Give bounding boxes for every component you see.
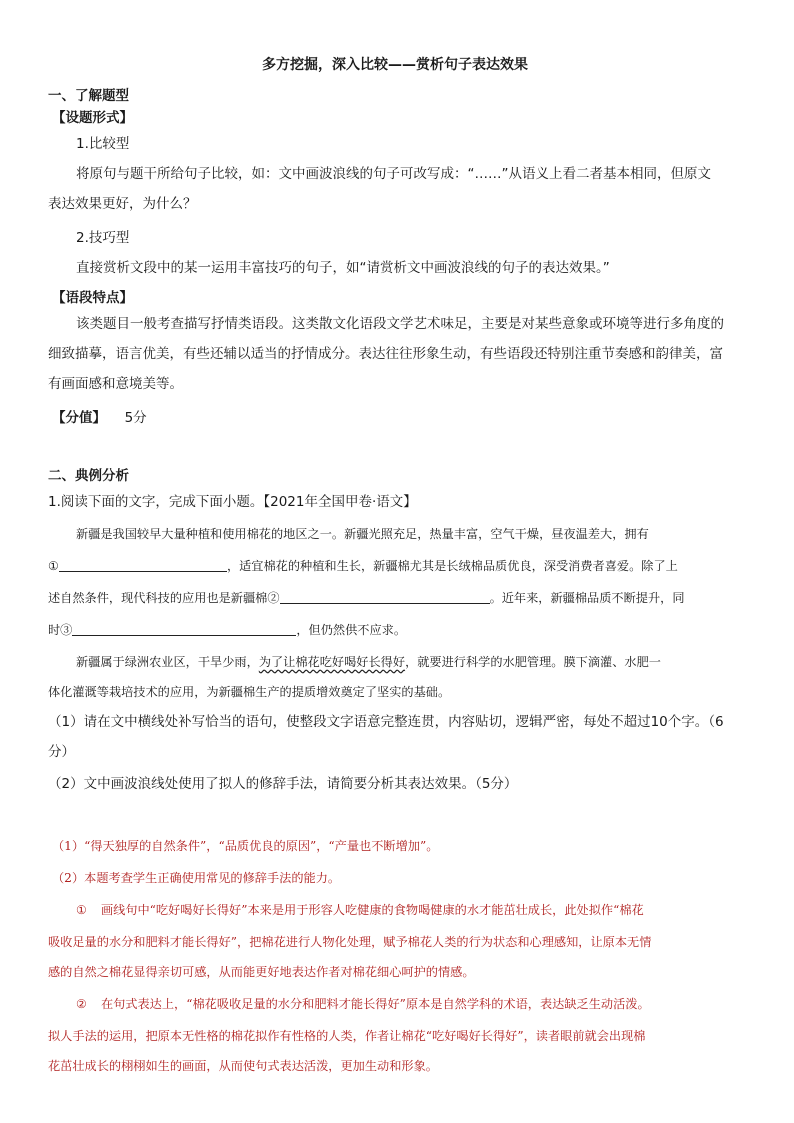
item1-text-line2: 表达效果更好，为什么？ xyxy=(48,196,197,212)
item1-label: 1.比较型 xyxy=(76,136,130,152)
score-line xyxy=(52,408,147,428)
passage-line2-text: ，适宜棉花的种植和生长，新疆棉尤其是长绒棉品质优良，深受消费者喜爱。除了上 xyxy=(226,559,678,573)
answer-blank-2[interactable] xyxy=(280,589,490,604)
passage-line4-text: ，但仍然供不应求。 xyxy=(296,623,407,637)
passage-line3-start: 述自然条件，现代科技的应用也是新疆棉② xyxy=(48,591,280,605)
passage-line4-start: 时③ xyxy=(48,623,73,637)
passage-line3-text: 。近年来，新疆棉品质不断提升，同 xyxy=(489,591,685,605)
subquestion2: （2）文中画波浪线处使用了拟人的修辞手法，请简要分析其表达效果。（5分） xyxy=(48,776,518,792)
passage-line4 xyxy=(48,620,406,640)
form-tag: 【设题形式】 xyxy=(52,110,133,126)
passage2-line2: 体化灌溉等栽培技术的应用，为新疆棉生产的提质增效奠定了坚实的基础。 xyxy=(48,685,451,699)
analysis1-line1-text: 画线句中“吃好喝好长得好”本来是用于形容人吃健康的食物喝健康的水才能茁壮成长，此处拟作“棉花 xyxy=(100,903,644,917)
score-value: 5分 xyxy=(124,410,147,426)
answer-2: （2）本题考查学生正确使用常见的修辞手法的能力。 xyxy=(52,871,341,885)
feature-text-line1: 该类题目一般考查描写抒情类语段。这类散文化语段文学艺术味足，主要是对某些意象或环境等进行多角度的 xyxy=(76,316,724,332)
passage2-line1-a: 新疆属于绿洲农业区，干旱少雨， xyxy=(76,655,259,669)
score-tag: 【分值】 xyxy=(52,410,106,426)
passage-line1: 新疆是我国较早大量种植和使用棉花的地区之一。新疆光照充足，热量丰富，空气干燥，昼夜温差大，拥有 xyxy=(76,527,649,541)
analysis1-marker: ① xyxy=(76,903,87,917)
question-intro: 1.阅读下面的文字，完成下面小题。【2021年全国甲卷·语文】 xyxy=(48,494,417,510)
wavy-underlined-sentence: 为了让棉花吃好喝好长得好 xyxy=(258,655,406,669)
analysis2-line1 xyxy=(76,994,650,1014)
feature-text-line3: 有画面感和意境美等。 xyxy=(48,376,183,392)
subquestion1-line2: 分） xyxy=(48,744,75,760)
item1-text-line1: 将原句与题干所给句子比较，如：文中画波浪线的句子可改写成：“……”从语义上看二者基本相同，但原文 xyxy=(76,166,711,182)
feature-tag: 【语段特点】 xyxy=(52,290,133,306)
passage-line3 xyxy=(48,588,685,608)
item2-text-line1: 直接赏析文段中的某一运用丰富技巧的句子，如“请赏析文中画波浪线的句子的表达效果。” xyxy=(76,260,610,276)
feature-text-line2: 细致描摹，语言优美，有些还辅以适当的抒情成分。表达往往形象生动，有些语段还特别注重节奏感和韵律美，富 xyxy=(48,346,723,362)
subquestion1-line1: （1）请在文中横线处补写恰当的语句，使整段文字语意完整连贯，内容贴切，逻辑严密，每处不超过10个字。（6 xyxy=(48,714,724,730)
analysis2-marker: ② xyxy=(76,997,87,1011)
analysis1-line2: 吸收足量的水分和肥料才能长得好”，把棉花进行人物化处理，赋予棉花人类的行为状态和心理感知，让原本无情 xyxy=(48,935,652,949)
blank-marker-1: ① xyxy=(48,559,59,573)
answer-blank-3[interactable] xyxy=(72,621,296,636)
analysis1-line3: 感的自然之棉花显得亲切可感，从而能更好地表达作者对棉花细心呵护的情感。 xyxy=(48,965,475,979)
section1-heading: 一、了解题型 xyxy=(48,88,129,104)
passage2-line1-b: ，就要进行科学的水肥管理。膜下滴灌、水肥一 xyxy=(405,655,661,669)
analysis2-line2: 拟人手法的运用，把原本无性格的棉花拟作有性格的人类，作者让棉花“吃好喝好长得好”，读者眼前就会出现棉 xyxy=(48,1029,646,1043)
analysis1-line1 xyxy=(76,900,644,920)
analysis2-line1-text: 在句式表达上，“棉花吸收足量的水分和肥料才能长得好”原本是自然学科的术语，表达缺乏生动活泼。 xyxy=(100,997,650,1011)
answer-blank-1[interactable] xyxy=(59,557,227,572)
passage2-line1 xyxy=(76,652,661,672)
section2-heading: 二、典例分析 xyxy=(48,468,129,484)
page-title: 多方挖掘，深入比较——赏析句子表达效果 xyxy=(262,57,528,73)
answer-1: （1）“得天独厚的自然条件”，“品质优良的原因”，“产量也不断增加”。 xyxy=(52,839,439,853)
item2-label: 2.技巧型 xyxy=(76,230,130,246)
analysis2-line3: 花茁壮成长的栩栩如生的画面，从而使句式表达活泼，更加生动和形象。 xyxy=(48,1059,438,1073)
passage-line2 xyxy=(48,556,678,576)
